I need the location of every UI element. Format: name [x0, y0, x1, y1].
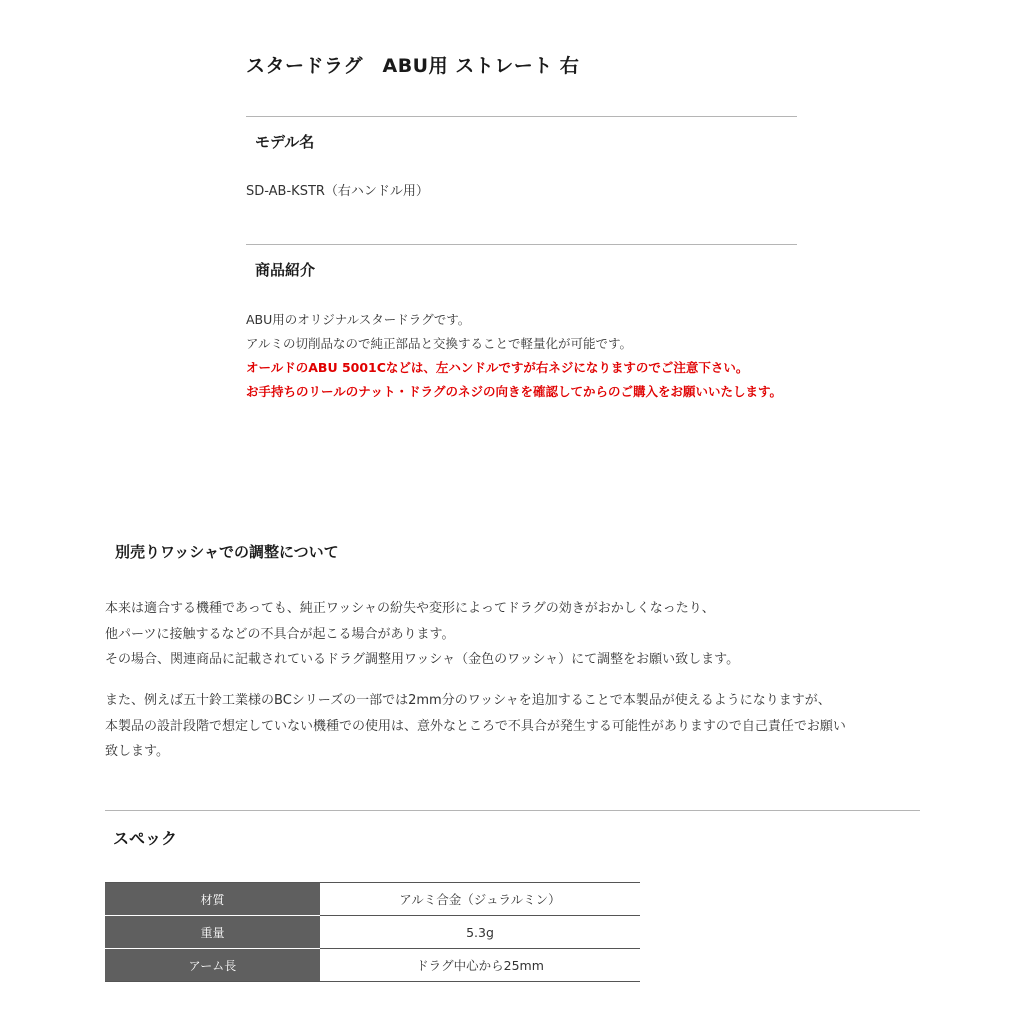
spec-label: 材質	[105, 883, 320, 916]
spec-label: アーム長	[105, 949, 320, 982]
note-line: また、例えば五十鈴工業様のBCシリーズの一部では2mm分のワッシャを追加することで本製品が使えるようになりますが、	[105, 693, 831, 708]
intro-text	[246, 308, 806, 404]
warning-line: オールドのABU 5001Cなどは、左ハンドルですが右ネジになりますのでご注意下さい。	[246, 360, 749, 375]
spec-value: ドラグ中心から25mm	[320, 949, 640, 982]
note-line: 他パーツに接触するなどの不具合が起こる場合があります。	[105, 626, 455, 642]
note-line: 本製品の設計段階で想定していない機種での使用は、意外なところで不具合が発生する可能性がありますので自己責任でお願い	[105, 718, 846, 734]
spec-divider	[105, 810, 920, 811]
washer-note-paragraph	[105, 688, 925, 765]
product-title: スタードラグ ABU用 ストレート 右	[246, 55, 580, 77]
intro-line: アルミの切削品なので純正部品と交換することで軽量化が可能です。	[246, 336, 633, 351]
intro-heading: 商品紹介	[255, 261, 316, 279]
note-line: 本来は適合する機種であっても、純正ワッシャの紛失や変形によってドラグの効きがおかしくなったり、	[105, 601, 715, 616]
spec-table	[105, 882, 640, 982]
washer-note-heading: 別売りワッシャでの調整について	[115, 543, 339, 561]
washer-note-paragraph	[105, 596, 925, 673]
intro-divider	[246, 244, 797, 245]
model-value: SD-AB-KSTR（右ハンドル用）	[246, 184, 429, 199]
table-row	[105, 916, 640, 949]
table-row	[105, 949, 640, 982]
spec-value: 5.3g	[320, 916, 640, 949]
table-row	[105, 883, 640, 916]
model-divider	[246, 116, 797, 117]
spec-heading: スペック	[113, 829, 178, 848]
intro-line: ABU用のオリジナルスタードラグです。	[246, 312, 471, 327]
warning-line: お手持ちのリールのナット・ドラグのネジの向きを確認してからのご購入をお願いいたします。	[246, 384, 783, 399]
note-line: その場合、関連商品に記載されているドラグ調整用ワッシャ（金色のワッシャ）にて調整をお願い致します。	[105, 652, 740, 667]
model-heading: モデル名	[255, 133, 315, 151]
spec-value: アルミ合金（ジュラルミン）	[320, 883, 640, 916]
spec-label: 重量	[105, 916, 320, 949]
note-line: 致します。	[105, 744, 169, 759]
